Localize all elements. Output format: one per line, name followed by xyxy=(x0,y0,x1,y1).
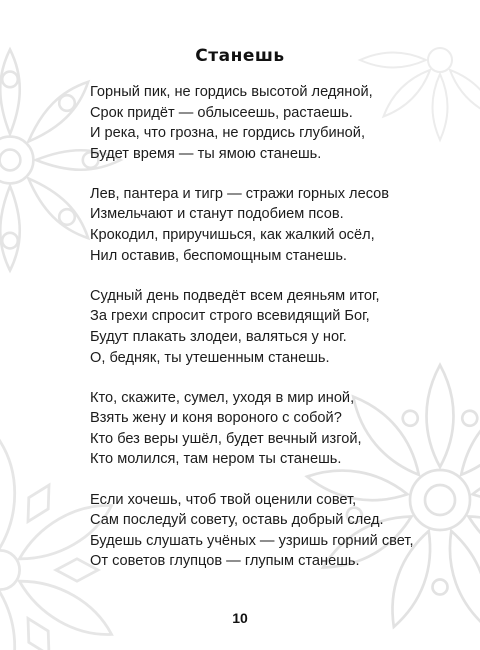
poem-line: Кто молился, там нером ты станешь. xyxy=(90,451,342,468)
poem-line: Сам последуй совету, оставь добрый след. xyxy=(90,512,384,529)
poem-stanza xyxy=(90,490,430,572)
poem-line: И река, что грозна, не гордись глубиной, xyxy=(90,125,365,142)
poem-line: Измельчают и станут подобием псов. xyxy=(90,206,344,223)
poem-line: Будешь слушать учёных — узришь горний свет, xyxy=(90,532,414,549)
poem-stanza xyxy=(90,82,430,164)
poem-body xyxy=(90,82,430,591)
poem-line: Нил оставив, беспомощным станешь. xyxy=(90,247,347,264)
poem-stanza xyxy=(90,388,430,470)
poem-line: Будут плакать злодеи, валяться у ног. xyxy=(90,328,347,345)
poem-line: Судный день подведёт всем деяньям итог, xyxy=(90,287,380,304)
poem-line: За грехи спросит строго всевидящий Бог, xyxy=(90,308,370,325)
poem-line: От советов глупцов — глупым станешь. xyxy=(90,553,360,570)
poem-line: Взять жену и коня вороного с собой? xyxy=(90,410,342,427)
poem-line: Если хочешь, чтоб твой оценили совет, xyxy=(90,491,357,508)
poem-stanza xyxy=(90,286,430,368)
poem-line: Срок придёт — облысеешь, растаешь. xyxy=(90,104,353,121)
poem-line: Горный пик, не гордись высотой ледяной, xyxy=(90,84,373,100)
poem-line: Будет время — ты ямою станешь. xyxy=(90,145,322,162)
poem-line: Крокодил, приручишься, как жалкий осёл, xyxy=(90,227,375,244)
poem-line: Лев, пантера и тигр — стражи горных лесов xyxy=(90,185,390,202)
poem-title: Станешь xyxy=(195,46,285,66)
poem-line: Кто, скажите, сумел, уходя в мир иной, xyxy=(90,389,355,406)
poem-stanza xyxy=(90,184,430,266)
poem-line: Кто без веры ушёл, будет вечный изгой, xyxy=(90,430,362,447)
page-number: 10 xyxy=(232,610,248,626)
poem-line: О, бедняк, ты утешенным станешь. xyxy=(90,349,330,366)
